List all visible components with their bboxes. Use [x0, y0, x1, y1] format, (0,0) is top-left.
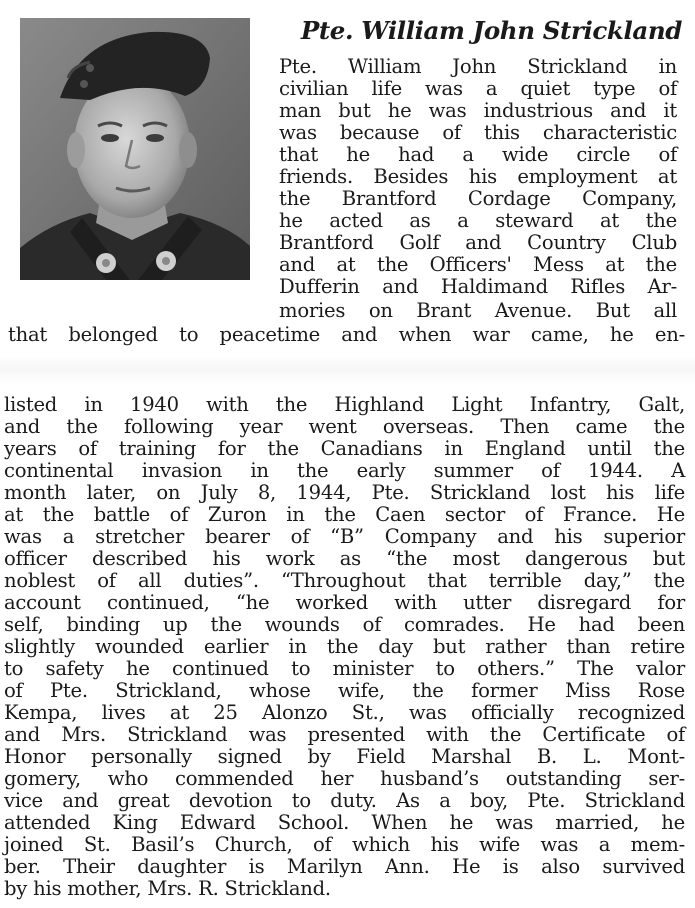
- body-text-line: continental invasion in the early summer of 1944. A: [4, 459, 685, 482]
- body-text-line: account continued, “he worked with utter disregard for: [4, 591, 685, 614]
- page-break-gap: [0, 356, 695, 384]
- body-text-line: that he had a wide circle of: [279, 143, 677, 166]
- body-text-line: and Mrs. Strickland was presented with the Certificate of: [4, 723, 685, 746]
- body-text-line: ber. Their daughter is Marilyn Ann. He is also survived: [4, 855, 685, 878]
- body-text-line: noblest of all duties”. “Throughout that terrible day,” the: [4, 569, 685, 592]
- body-text-line: by his mother, Mrs. R. Strickland.: [4, 877, 331, 900]
- body-text-line: years of training for the Canadians in England until the: [4, 437, 685, 460]
- body-text-line: friends. Besides his employment at: [279, 165, 677, 188]
- body-text-line: officer described his work as “the most dangerous but: [4, 547, 685, 570]
- body-text-line: was because of this characteristic: [279, 121, 677, 144]
- body-text-line: and the following year went overseas. Then came the: [4, 415, 685, 438]
- body-text-line: civilian life was a quiet type of: [279, 77, 677, 100]
- body-text-line: and at the Officers' Mess at the: [279, 253, 677, 276]
- article-title: Pte. William John Strickland: [300, 16, 682, 45]
- body-text-line: gomery, who commended her husband’s outstanding ser-: [4, 767, 685, 790]
- body-text-line: listed in 1940 with the Highland Light Infantry, Galt,: [4, 393, 685, 416]
- body-text-line: man but he was industrious and it: [279, 99, 677, 122]
- body-text-line: mories on Brant Avenue. But all: [279, 299, 677, 322]
- body-text-line: Dufferin and Haldimand Rifles Ar-: [279, 275, 677, 298]
- body-text-line: month later, on July 8, 1944, Pte. Strickland lost his life: [4, 481, 685, 504]
- body-text-line: of Pte. Strickland, whose wife, the former Miss Rose: [4, 679, 685, 702]
- body-text-line: Kempa, lives at 25 Alonzo St., was officially recognized: [4, 701, 685, 724]
- body-text-line: to safety he continued to minister to others.” The valor: [4, 657, 685, 680]
- body-text-line: Pte. William John Strickland in: [279, 55, 677, 78]
- body-text-line: joined St. Basil’s Church, of which his wife was a mem-: [4, 833, 685, 856]
- body-text-line: self, binding up the wounds of comrades. He had been: [4, 613, 685, 636]
- body-text-line: that belonged to peacetime and when war came, he en-: [8, 323, 685, 346]
- body-text-line: slightly wounded earlier in the day but rather than retire: [4, 635, 685, 658]
- body-text-line: was a stretcher bearer of “B” Company and his superior: [4, 525, 685, 548]
- body-text-line: he acted as a steward at the: [279, 209, 677, 232]
- soldier-portrait-photo: [20, 18, 250, 280]
- body-text-line: the Brantford Cordage Company,: [279, 187, 677, 210]
- body-text-line: at the battle of Zuron in the Caen sector of France. He: [4, 503, 685, 526]
- body-text-line: Honor personally signed by Field Marshal B. L. Mont-: [4, 745, 685, 768]
- body-text-line: Brantford Golf and Country Club: [279, 231, 677, 254]
- body-text-line: vice and great devotion to duty. As a boy, Pte. Strickland: [4, 789, 685, 812]
- body-text-line: attended King Edward School. When he was married, he: [4, 811, 685, 834]
